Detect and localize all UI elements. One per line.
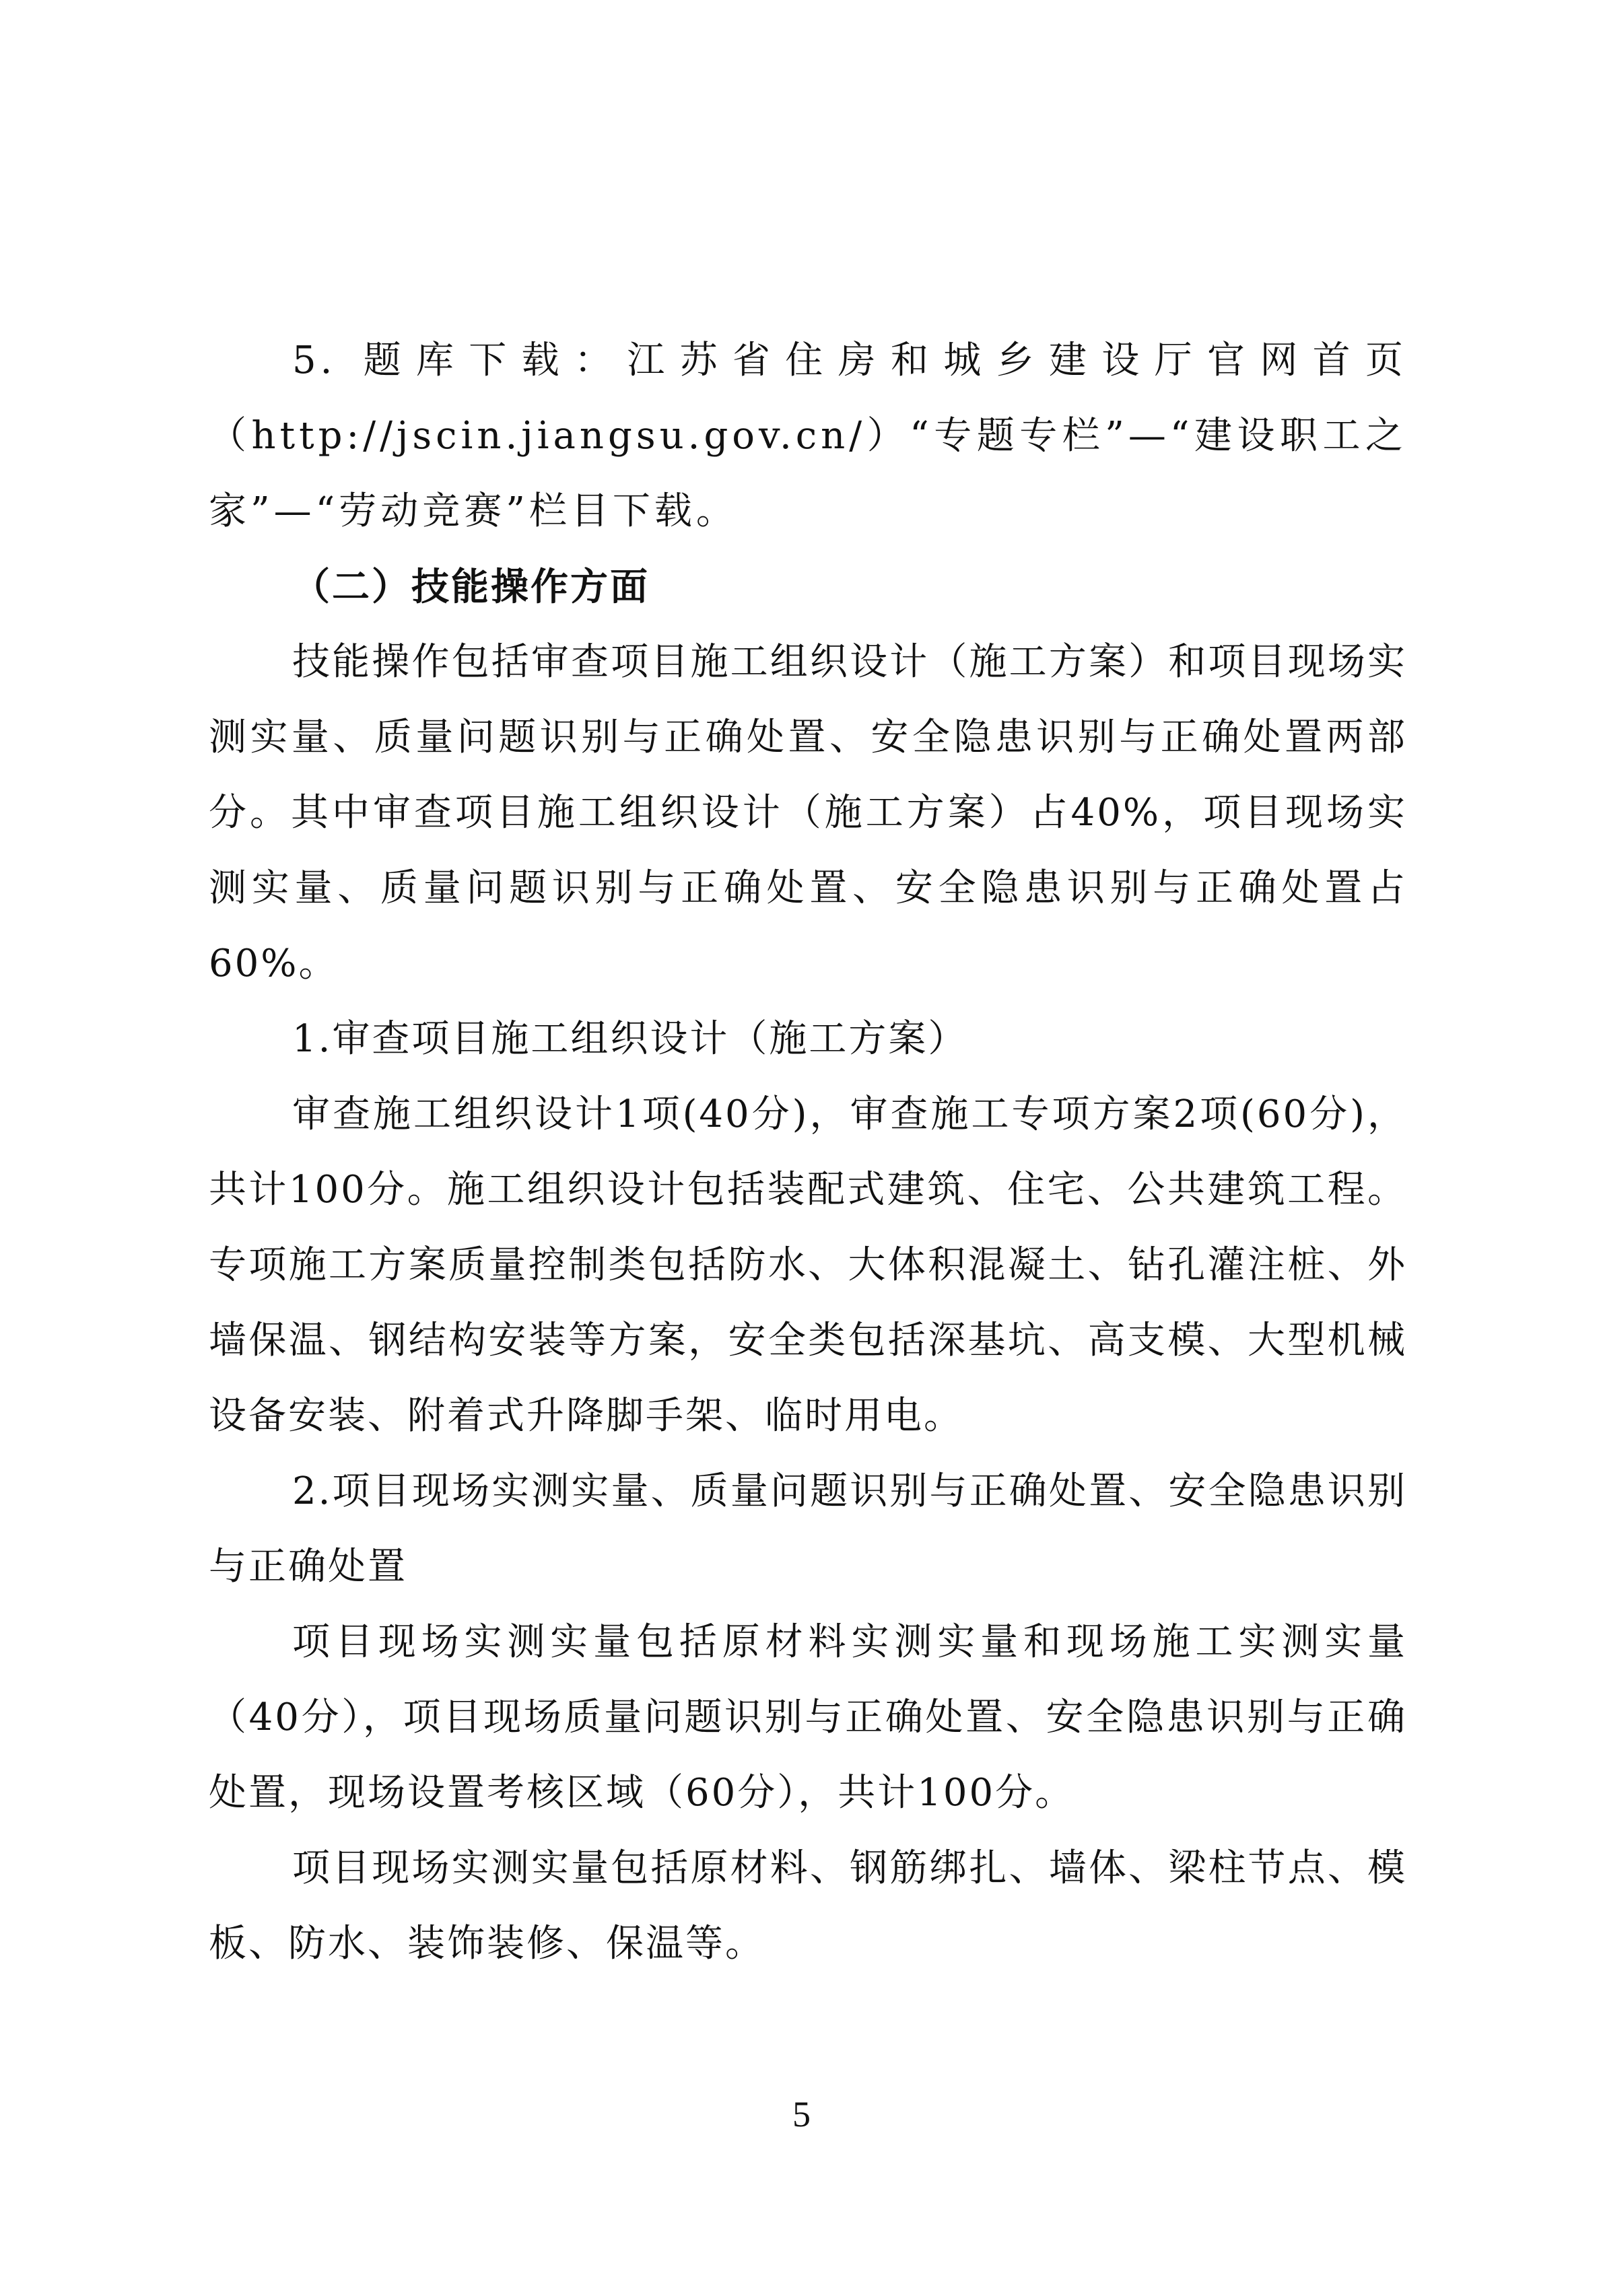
subheading-review-construction-design: 1.审查项目施工组织设计（施工方案） <box>292 1017 968 1061</box>
paragraph-review-construction-design: 审查施工组织设计1项(40分)，审查施工专项方案2项(60分)，共计100分。施工组织设计包括装配式建筑、住宅、公共建筑工程。专项施工方案质量控制类包括防水、大体积混凝土、钻孔灌注桩、外墙保温、钢结构安装等方案，安全类包括深基坑、高支模、大型机械设备安装、附着式升降脚手架、临时用电。 <box>209 1092 1407 1438</box>
page-number: 5 <box>792 2094 811 2134</box>
paragraph-skill-operation-overview: 技能操作包括审查项目施工组织设计（施工方案）和项目现场实测实量、质量问题识别与正确处置、安全隐患识别与正确处置两部分。其中审查项目施工组织设计（施工方案）占40%，项目现场实测实量、质量问题识别与正确处置、安全隐患识别与正确处置占60%。 <box>209 640 1407 985</box>
document-body <box>209 323 1407 1982</box>
paragraph-question-bank-download: 5. 题库下载：江苏省住房和城乡建设厅官网首页（http://jscin.jiangsu.gov.cn/）“专题专栏”—“建设职工之家”—“劳动竞赛”栏目下载。 <box>209 339 1408 533</box>
paragraph-site-measurement: 项目现场实测实量包括原材料实测实量和现场施工实测实量（40分），项目现场质量问题识别与正确处置、安全隐患识别与正确处置，现场设置考核区域（60分），共计100分。 <box>209 1620 1407 1815</box>
section-heading-skill-operation: （二）技能操作方面 <box>292 565 650 609</box>
paragraph-site-measurement-items: 项目现场实测实量包括原材料、钢筋绑扎、墙体、梁柱节点、模板、防水、装饰装修、保温等。 <box>209 1846 1407 1965</box>
subheading-site-measurement: 2.项目现场实测实量、质量问题识别与正确处置、安全隐患识别与正确处置 <box>209 1469 1407 1589</box>
